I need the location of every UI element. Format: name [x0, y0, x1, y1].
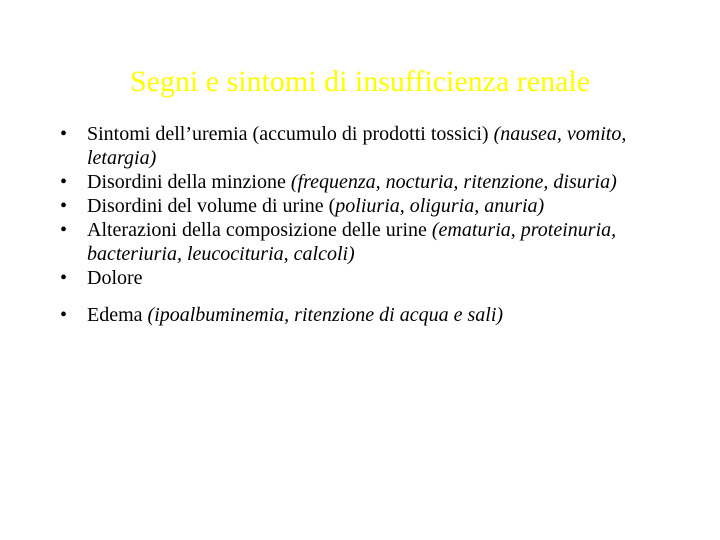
item-text: Sintomi dell’uremia (accumulo di prodotti tossici): [87, 123, 494, 145]
slide-title: Segni e sintomi di insufficienza renale: [129, 65, 591, 98]
item-detail: poliuria, oliguria, anuria): [335, 195, 545, 217]
list-item: [60, 194, 670, 218]
bullet-icon: •: [60, 219, 68, 241]
item-detail: (ipoalbuminemia, ritenzione di acqua e sali): [147, 304, 504, 326]
item-detail: (nausea, vomito, letargia): [87, 123, 627, 169]
bullet-list: [60, 122, 670, 327]
item-text: Disordini del volume di urine (: [87, 195, 336, 217]
item-detail: (frequenza, nocturia, ritenzione, disuria): [290, 171, 617, 193]
bullet-icon: •: [60, 123, 68, 145]
list-item: [60, 266, 670, 290]
item-text: Edema: [87, 304, 148, 326]
bullet-icon: •: [60, 171, 68, 193]
list-item: [60, 218, 670, 266]
list-item: [60, 170, 670, 194]
bullet-icon: •: [60, 195, 68, 217]
list-item: [60, 122, 670, 170]
item-text: Alterazioni della composizione delle urine: [87, 219, 432, 241]
item-text: Disordini della minzione: [87, 171, 291, 193]
bullet-icon: •: [60, 267, 68, 289]
bullet-icon: •: [60, 304, 68, 326]
list-item: [60, 303, 670, 327]
item-detail: (ematuria, proteinuria, bacteriuria, leucocituria, calcoli): [87, 219, 617, 265]
item-text: Dolore: [87, 267, 143, 289]
